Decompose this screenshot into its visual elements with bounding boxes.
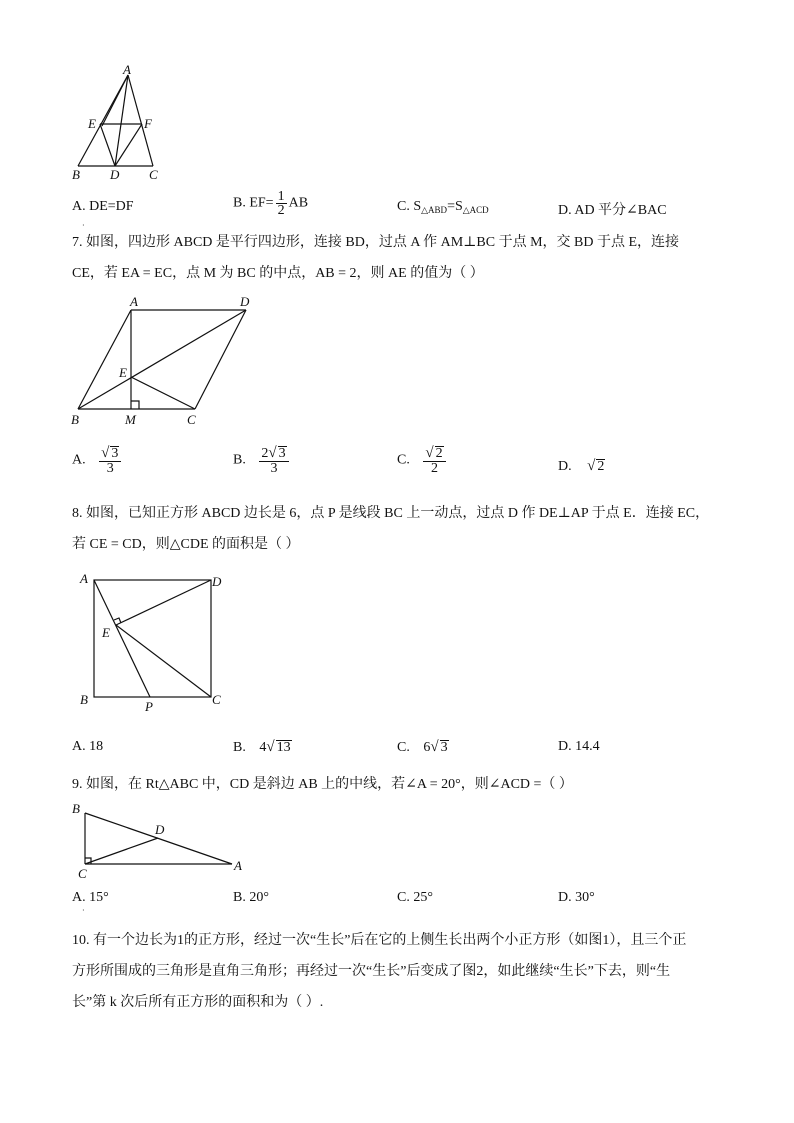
q9-figure bbox=[68, 800, 258, 882]
q6-label-c: C bbox=[149, 167, 158, 182]
q7-option-a-fraction: $\frac{√ 3}{3}$ bbox=[99, 446, 121, 475]
q7-option-b-coef: 2 bbox=[261, 446, 269, 461]
q9-text-line1: 9. 如图，在 Rt△ABC 中，CD 是斜边 AB 上的中线，若∠A = 20°，则∠ACD =（ ） bbox=[72, 777, 573, 792]
q6-option-a bbox=[72, 199, 134, 215]
q6-label-a: A bbox=[123, 62, 131, 77]
q7-option-b-den: 3 bbox=[270, 461, 278, 476]
q8-text-line2: 若 CE = CD，则△CDE 的面积是（ ） bbox=[72, 537, 300, 552]
q7-label-c: C bbox=[187, 412, 196, 427]
q7-text-line1: 7. 如图，四边形 ABCD 是平行四边形，连接 BD，过点 A 作 AM⊥BC 于点 M，交 BD 于点 E，连接 bbox=[72, 235, 680, 250]
q6-option-c-sub1: △ABD bbox=[421, 205, 448, 215]
q9-label-c: C bbox=[78, 866, 87, 881]
q9-option-d-text: D. 30° bbox=[558, 890, 595, 905]
q9-label-d: D bbox=[155, 822, 165, 837]
q6-label-f: F bbox=[144, 116, 152, 131]
q7-option-a-den: 3 bbox=[106, 461, 114, 476]
q7-option-b bbox=[233, 446, 291, 475]
q8-option-c: C. 6√ 3 bbox=[397, 739, 448, 755]
q6-option-c-prefix: C. S bbox=[397, 199, 422, 214]
q9-option-a-text: A. 15° bbox=[72, 890, 109, 905]
q8-label-p: P bbox=[145, 699, 153, 714]
q8-option-a bbox=[72, 739, 103, 755]
q7-option-c-num: 2 bbox=[435, 446, 443, 461]
q8-option-d bbox=[558, 739, 600, 755]
q7-option-b-label: B. bbox=[233, 452, 246, 468]
q7-option-b-num: 3 bbox=[278, 446, 286, 461]
q6-label-b: B bbox=[72, 167, 80, 182]
q8-option-b-label: B. bbox=[233, 740, 246, 755]
q8-label-d: D bbox=[212, 574, 222, 589]
q7-option-d-label: D. bbox=[558, 459, 572, 474]
q9-dot-mark: · bbox=[82, 906, 85, 915]
q6-label-e: E bbox=[88, 116, 96, 131]
q8-text-line1: 8. 如图，已知正方形 ABCD 边长是 6，点 P 是线段 BC 上一动点，过点 D 作 DE⊥AP 于点 E．连接 EC， bbox=[72, 506, 710, 521]
q6-option-c-sub2: △ACD bbox=[462, 205, 489, 215]
q8-label-c: C bbox=[212, 692, 221, 707]
q9-label-b: B bbox=[72, 801, 80, 816]
q7-option-c-den: 2 bbox=[430, 461, 438, 476]
q8-option-c-rad: 3 bbox=[440, 740, 448, 755]
q7-option-c-label: C. bbox=[397, 452, 410, 468]
q9-option-a bbox=[72, 890, 109, 906]
q7-label-b: B bbox=[71, 412, 79, 427]
q6-option-c bbox=[397, 199, 489, 216]
q7-option-c-fraction: $\frac{√ 2}{2}$ bbox=[423, 446, 445, 475]
q7-label-e: E bbox=[119, 365, 127, 380]
q9-option-c bbox=[397, 890, 433, 906]
q8-figure bbox=[72, 568, 232, 713]
q7-label-a: A bbox=[130, 294, 138, 309]
q6-option-b-prefix: B. EF= bbox=[233, 195, 274, 211]
q7-option-a bbox=[72, 446, 123, 475]
q6-option-d-text: D. AD 平分∠BAC bbox=[558, 203, 667, 218]
q6-option-b-suffix: AB bbox=[288, 195, 309, 211]
q7-figure bbox=[68, 292, 258, 430]
q7-option-d-val: 2 bbox=[597, 459, 605, 474]
q7-text-line2: CE，若 EA = EC，点 M 为 BC 的中点，AB = 2，则 AE 的值为（ ） bbox=[72, 266, 484, 281]
q6-option-b-fraction bbox=[276, 190, 287, 217]
q9-option-b bbox=[233, 890, 269, 906]
q7-label-d: D bbox=[240, 294, 250, 309]
q7-option-d: D. √ 2 bbox=[558, 458, 605, 474]
q6-option-d bbox=[558, 199, 667, 219]
q6-dot-mark: · bbox=[82, 221, 85, 230]
q8-option-d-text: D. 14.4 bbox=[558, 739, 600, 754]
q9-label-a: A bbox=[234, 858, 242, 873]
q8-option-b-rad: 13 bbox=[276, 740, 291, 755]
q7-option-a-num: 3 bbox=[111, 446, 119, 461]
q6-option-c-mid: =S bbox=[447, 199, 463, 214]
q8-label-a: A bbox=[80, 571, 88, 586]
q7-label-m: M bbox=[125, 412, 136, 427]
q8-option-c-coef: 6 bbox=[423, 740, 431, 755]
q9-option-b-text: B. 20° bbox=[233, 890, 269, 905]
q6-option-a-text: A. DE=DF bbox=[72, 199, 134, 214]
q10-text-line3: 长”第 k 次后所有正方形的面积和为（ ）. bbox=[72, 995, 324, 1010]
q8-option-c-label: C. bbox=[397, 740, 410, 755]
q7-option-b-fraction: $\frac{2√ 3}{3}$ bbox=[259, 446, 288, 475]
q8-label-e: E bbox=[102, 625, 110, 640]
q8-option-a-text: A. 18 bbox=[72, 739, 104, 754]
q8-option-b: B. 4√ 13 bbox=[233, 739, 291, 755]
q6-option-b-num: 1 bbox=[277, 189, 285, 204]
q6-figure bbox=[68, 62, 168, 184]
q6-label-d: D bbox=[110, 167, 120, 182]
q9-option-c-text: C. 25° bbox=[397, 890, 433, 905]
q6-option-b-den: 2 bbox=[277, 203, 285, 218]
q8-label-b: B bbox=[80, 692, 88, 707]
q8-option-b-coef: 4 bbox=[259, 740, 267, 755]
q7-option-c bbox=[397, 446, 448, 475]
q6-option-b bbox=[233, 190, 308, 217]
q7-option-a-label: A. bbox=[72, 452, 86, 468]
q10-text-line1: 10. 有一个边长为1的正方形，经过一次“生长”后在它的上侧生长出两个小正方形（如图1），且三个正 bbox=[72, 933, 687, 948]
q9-option-d bbox=[558, 890, 595, 906]
q10-text-line2: 方形所围成的三角形是直角三角形；再经过一次“生长”后变成了图2，如此继续“生长”下去，则“生 bbox=[72, 964, 671, 979]
